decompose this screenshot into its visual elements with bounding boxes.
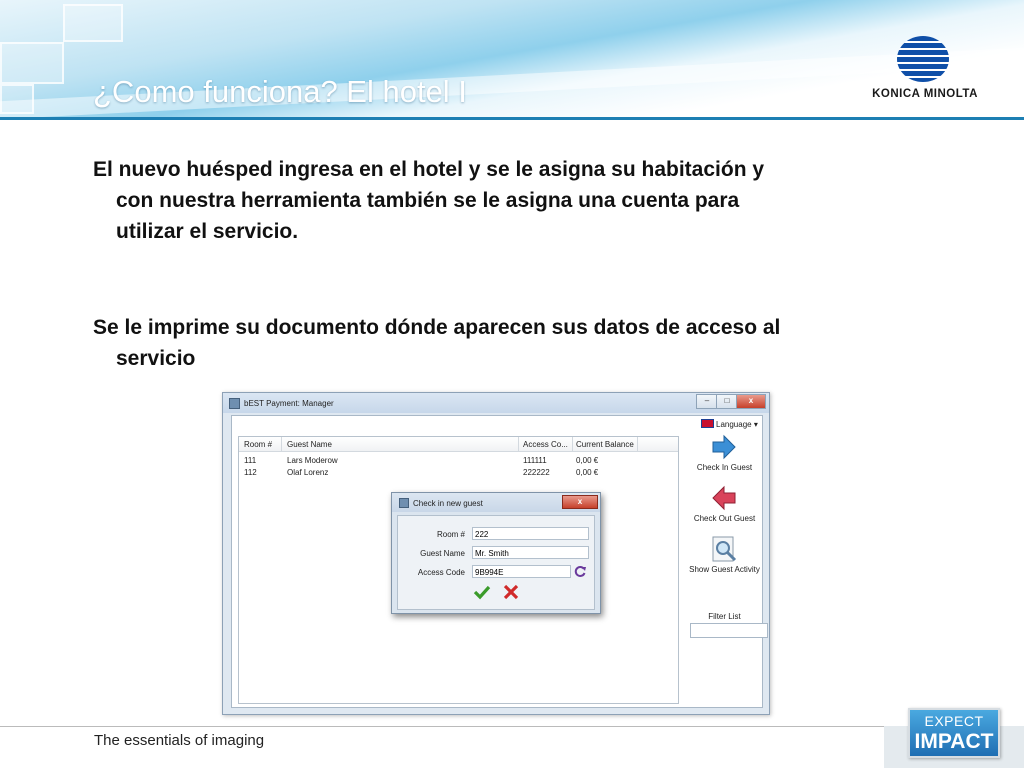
guest-list-header [239, 437, 678, 452]
room-label: Room # [436, 530, 465, 539]
expect-impact-badge [908, 708, 1000, 758]
footer-tagline: The essentials of imaging [94, 732, 265, 749]
language-selector[interactable] [701, 419, 758, 429]
dialog-close-button[interactable]: x [562, 495, 598, 509]
language-label: Language [716, 420, 752, 429]
dialog-icon [399, 498, 409, 508]
paragraph-print-document [93, 312, 938, 374]
chevron-down-icon: ▾ [753, 420, 758, 429]
dialog-body [397, 515, 595, 610]
cell-access-code: 111111 [523, 456, 547, 465]
app-icon [229, 398, 240, 409]
column-separator[interactable] [518, 437, 519, 451]
filter-list-label: Filter List [708, 612, 741, 621]
window-title: bEST Payment: Manager [244, 399, 334, 408]
maximize-button[interactable]: □ [716, 394, 738, 409]
cell-room: 111 [244, 456, 257, 465]
access-code-input[interactable]: 9B994E [472, 565, 571, 578]
paragraph-line: Se le imprime su documento dónde aparecen sus datos de acceso al [93, 316, 781, 339]
arrow-right-icon [711, 434, 737, 460]
konica-minolta-logo [866, 36, 984, 106]
column-separator[interactable] [572, 437, 573, 451]
slide-title: ¿Como funciona? El hotel I [93, 74, 467, 109]
cell-access-code: 222222 [523, 468, 550, 477]
cell-guest-name: Lars Moderow [287, 456, 338, 465]
minimize-button[interactable]: – [696, 394, 718, 409]
column-separator[interactable] [637, 437, 638, 451]
cross-icon[interactable] [503, 584, 519, 600]
cell-guest-name: Olaf Lorenz [287, 468, 329, 477]
check-in-dialog [391, 492, 601, 614]
column-header-room[interactable]: Room # [244, 440, 273, 449]
header-rule [0, 117, 1024, 120]
access-code-label: Access Code [417, 568, 465, 577]
window-titlebar [223, 393, 769, 413]
decor-square [0, 42, 64, 84]
check-icon[interactable] [473, 584, 491, 600]
column-header-guest-name[interactable]: Guest Name [287, 440, 332, 449]
cell-room: 112 [244, 468, 257, 477]
check-in-label: Check In Guest [696, 463, 753, 472]
magnifier-icon [711, 536, 739, 564]
paragraph-line: servicio [116, 347, 196, 370]
check-out-label: Check Out Guest [693, 514, 756, 523]
paragraph-line: utilizar el servicio. [116, 220, 299, 243]
paragraph-line: con nuestra herramienta también se le asigna una cuenta para [116, 189, 740, 212]
dialog-title: Check in new guest [413, 499, 483, 508]
globe-icon [897, 36, 949, 82]
column-header-balance[interactable]: Current Balance [576, 440, 634, 449]
column-header-access-code[interactable]: Access Co... [523, 440, 568, 449]
badge-line-1: EXPECT [924, 713, 984, 729]
refresh-icon[interactable] [574, 565, 587, 578]
cell-balance: 0,00 € [576, 468, 599, 477]
flag-uk-icon [701, 419, 714, 428]
guest-name-label: Guest Name [420, 549, 465, 558]
logo-text: KONICA MINOLTA [872, 88, 978, 100]
badge-line-2: IMPACT [914, 730, 994, 753]
show-activity-label: Show Guest Activity [689, 565, 760, 574]
column-separator[interactable] [281, 437, 282, 451]
filter-input[interactable] [690, 623, 768, 638]
paragraph-guest-checkin [93, 154, 938, 247]
decor-square [63, 4, 123, 42]
room-input[interactable]: 222 [472, 527, 589, 540]
paragraph-line: El nuevo huésped ingresa en el hotel y se le asigna su habitación y [93, 158, 765, 181]
action-panel [687, 416, 762, 707]
cell-balance: 0,00 € [576, 456, 599, 465]
dialog-titlebar [392, 493, 600, 512]
footer-rule [0, 726, 886, 727]
close-button[interactable]: x [736, 394, 766, 409]
arrow-left-icon [711, 485, 737, 511]
guest-name-input[interactable]: Mr. Smith [472, 546, 589, 559]
